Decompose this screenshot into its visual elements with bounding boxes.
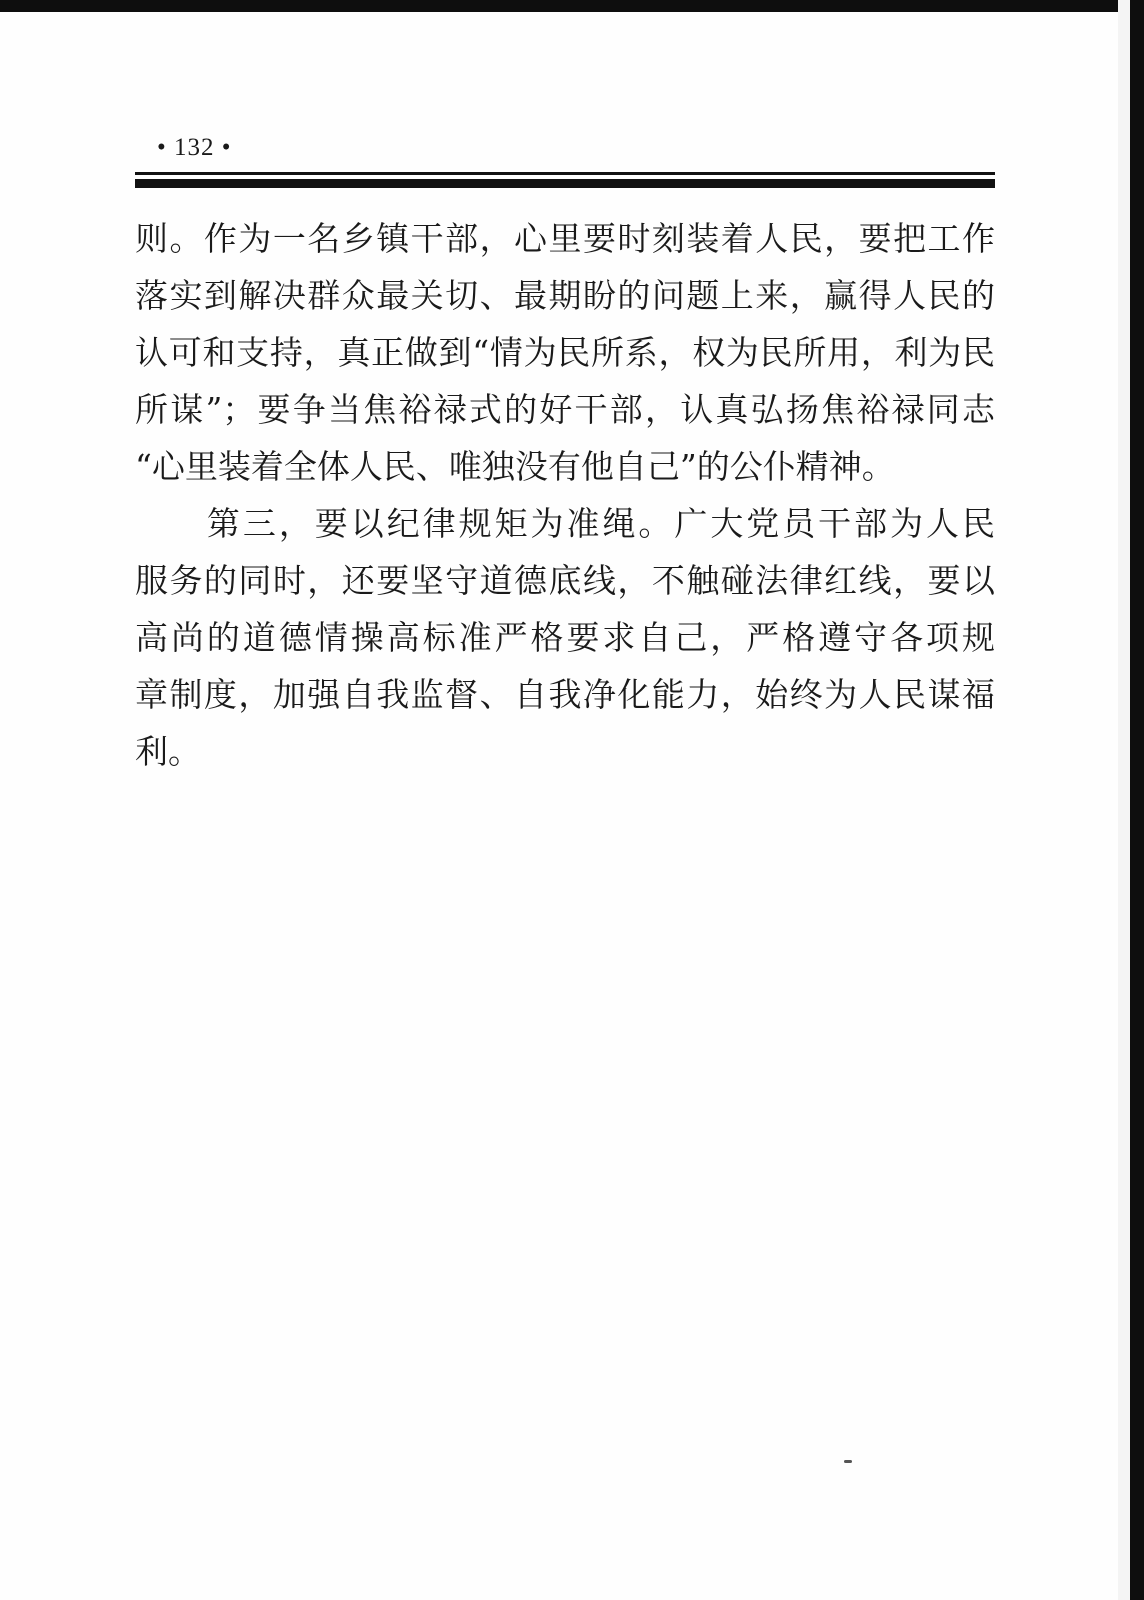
body-text <box>135 210 995 780</box>
scan-edge-gap <box>1118 0 1130 1600</box>
text-line: 落实到解决群众最关切、最期盼的问题上来，赢得人民的 <box>135 276 995 315</box>
text-line: 则。作为一名乡镇干部，心里要时刻装着人民，要把工作 <box>135 219 995 258</box>
text-line: 高尚的道德情操高标准严格要求自己，严格遵守各项规 <box>135 618 995 657</box>
scan-edge-right <box>1130 0 1144 1600</box>
page-number: • 132 • <box>157 134 232 161</box>
text-line: 所谋”；要争当焦裕禄式的好干部，认真弘扬焦裕禄同志 <box>135 390 995 429</box>
header-rule-thin <box>135 172 995 175</box>
text-line: “心里装着全体人民、唯独没有他自己”的公仆精神。 <box>135 447 895 486</box>
text-line <box>135 495 995 552</box>
text-line: 利。 <box>135 732 201 771</box>
section-lead: 第三，要以纪律规矩为准绳。 <box>206 504 675 543</box>
text-line: 认可和支持，真正做到“情为民所系，权为民所用，利为民 <box>135 333 995 372</box>
text-line-rest: 广大党员干部为人民 <box>674 504 996 543</box>
header-rule-thick <box>135 179 995 188</box>
text-line: 服务的同时，还要坚守道德底线，不触碰法律红线，要以 <box>135 561 995 600</box>
text-line: 章制度，加强自我监督、自我净化能力，始终为人民谋福 <box>135 675 995 714</box>
page-header <box>135 128 995 164</box>
scan-edge-top <box>0 0 1144 12</box>
scan-speck <box>844 1460 852 1463</box>
